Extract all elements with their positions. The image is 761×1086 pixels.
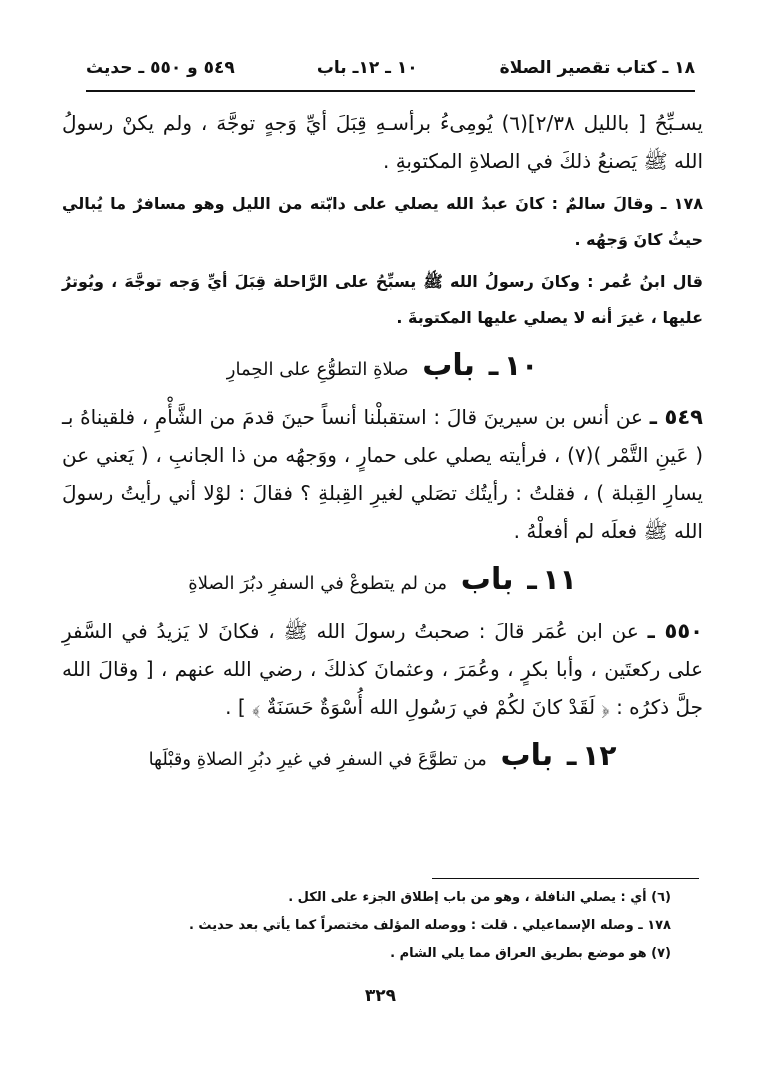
chapter-bab: باب	[422, 348, 475, 383]
hadith-text: عن أنس بن سيرينَ قالَ : استقبلْنا أنساً حينَ قدمَ من الشَّأْمِ ، فلقيناهُ بـ ( عَينِ التَّمْر )(٧) ، فرأيته يصلي على حمارٍ ، ووَجهُه من ذا الجانبِ ، ( يَعني عن يسارِ القِبلة ) ، فقلتُ : رأيتُك تصَلي لغيرِ القِبلةِ ؟ فقالَ : لوْلا أني رأيتُ رسولَ الله ﷺ فعلَه لم أفعلْهُ .	[62, 405, 703, 543]
chapter-title: من لم يتطوعْ في السفرِ دبُرَ الصلاةِ	[188, 573, 448, 594]
header-book-title: ١٨ ـ كتاب تقصير الصلاة	[499, 58, 695, 78]
chapter-dash: ـ	[566, 739, 577, 772]
chapter-number: ١٢	[582, 739, 617, 772]
chapter-dash: ـ	[527, 563, 537, 596]
footnote-7: (٧) هو موضع بطريق العراق مما يلي الشام .	[390, 946, 671, 961]
paragraph-continuation: يسـبِّحُ [ بالليل ٢/٣٨](٦) يُومِىءُ برأسـهِ قِبَلَ أيِّ وَجهٍ توجَّهَ ، ولم يكنْ رسولُ الله ﷺ يَصنعُ ذلكَ في الصلاةِ المكتوبةِ .	[62, 111, 703, 173]
chapter-number: ١١	[542, 563, 577, 596]
header-hadith-range: ٥٤٩ و ٥٥٠ ـ حديث	[86, 58, 235, 78]
page-number: ٣٢٩	[364, 986, 397, 1006]
footnotes	[62, 884, 671, 968]
chapter-heading-10	[62, 342, 703, 394]
hadith-text: عن ابن عُمَر قالَ : صحبتُ رسولَ الله ﷺ ، فكانَ لا يَزيدُ في السَّفرِ على ركعتَين ، وأبا بكرٍ ، وعُمَرَ ، وعثمانَ كذلكَ ، رضي الله عنهم ، [ وقالَ الله جلَّ ذكرُه : ﴿ لَقَدْ كانَ لكُمْ في رَسُولِ الله أُسْوَةٌ حَسَنَةٌ ﴾ ] .	[62, 619, 703, 719]
chapter-bab: باب	[460, 562, 514, 597]
hadith-549	[62, 398, 703, 550]
hadith-number: ٥٥٠ ـ	[647, 619, 703, 643]
footnote-divider	[432, 878, 699, 879]
paragraph-ibn-umar: قال ابنُ عُمر : وكانَ رسولُ الله ﷺ يسبِّحُ على الرَّاحلة قِبَلَ أيِّ وَجه توجَّهَ ، ويُوترُ عليها ، غيرَ أنه لا يصلي عليها المكتوبةَ .	[62, 272, 703, 327]
chapter-heading-12	[62, 732, 703, 784]
running-header	[86, 48, 695, 88]
chapter-title: صلاةِ التطوُّعِ على الحِمارِ	[226, 359, 409, 380]
hadith-number: ٥٤٩ ـ	[649, 405, 703, 429]
chapter-title: من تطوَّعَ في السفرِ في غيرِ دبُرِ الصلاةِ وقبْلَها	[148, 749, 487, 770]
chapter-bab: باب	[500, 738, 554, 773]
footnote-6: (٦) أي : يصلي النافلة ، وهو من باب إطلاق الجزء على الكل .	[288, 890, 671, 905]
hadith-550	[62, 612, 703, 726]
main-text	[62, 104, 703, 788]
chapter-heading-11	[62, 556, 703, 608]
chapter-number: ١٠	[504, 349, 539, 382]
header-chapter-range: ١٠ ـ ١٢ـ باب	[316, 58, 418, 78]
footnote-178: ١٧٨ ـ وصله الإسماعيلي . قلت : ووصله المؤلف مختصراً كما يأتي بعد حديث .	[188, 918, 671, 933]
header-divider	[86, 90, 695, 92]
chapter-dash: ـ	[488, 349, 499, 382]
paragraph-178: ١٧٨ ـ وقالَ سالمٌ : كانَ عبدُ الله يصلي على دابّته من الليل وهو مسافرٌ ما يُبالي حيثُ كانَ وَجهُه .	[62, 194, 703, 249]
